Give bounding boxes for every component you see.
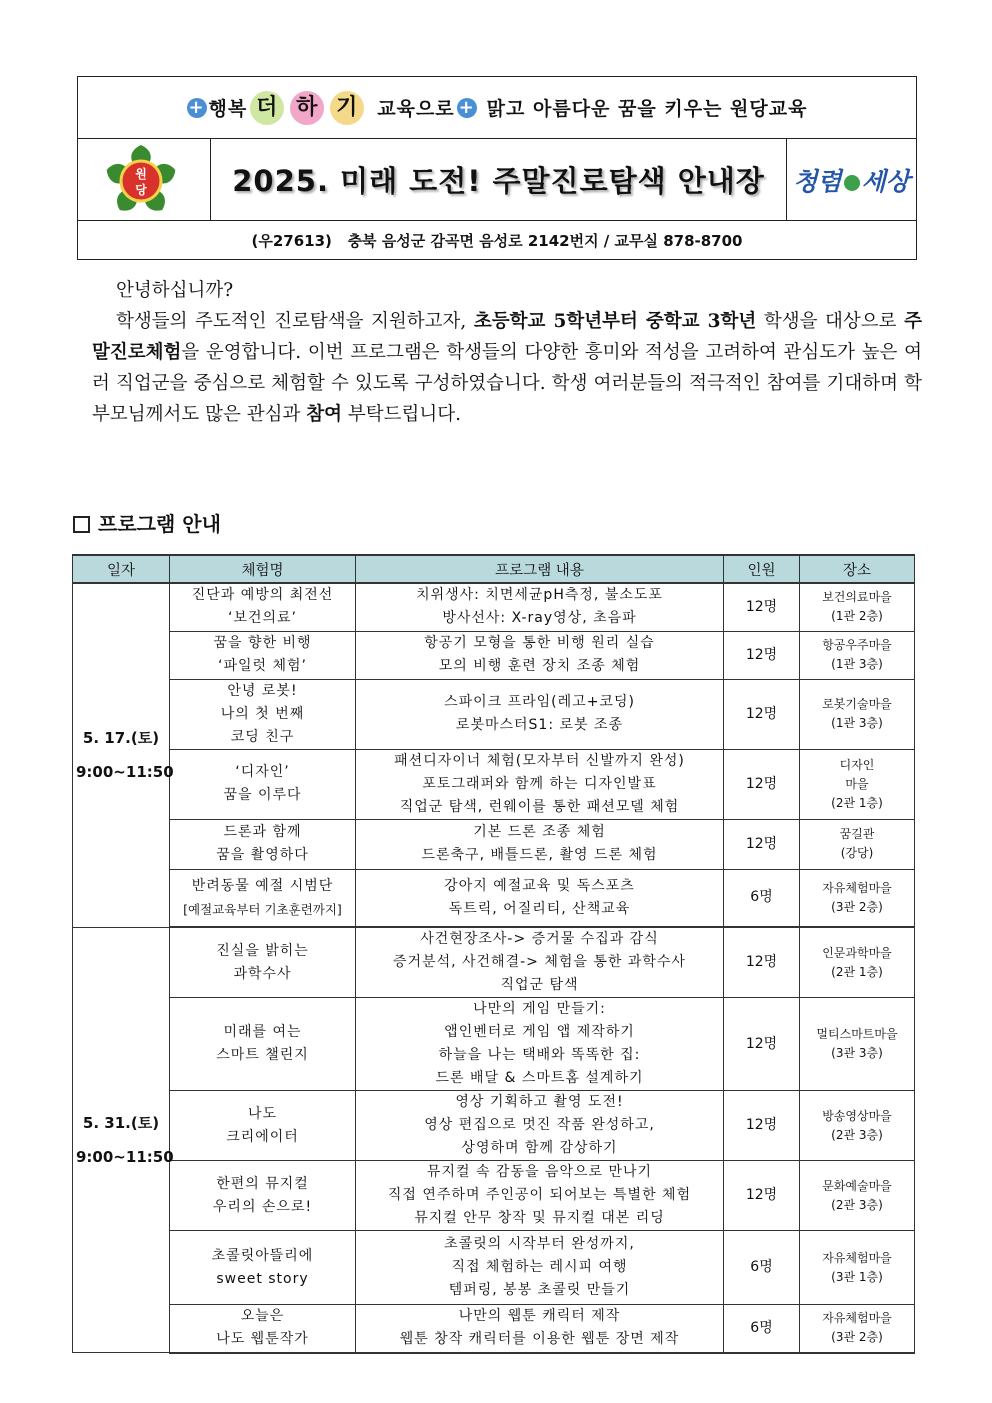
location-cell-line: (3관 1층) — [831, 1269, 883, 1284]
emblem-icon — [78, 139, 211, 221]
brand-text-2: 세상 — [861, 166, 910, 196]
location-cell — [800, 927, 915, 998]
location-cell-line: 항공우주마을 — [822, 638, 892, 652]
school-emblem — [78, 139, 211, 220]
location-cell — [800, 679, 915, 749]
capacity-cell: 12명 — [724, 927, 800, 998]
location-cell — [800, 1305, 915, 1353]
capacity-cell: 6명 — [724, 1231, 800, 1305]
location-cell-line: 멀티스마트마을 — [816, 1027, 898, 1041]
program-content-cell-line: 직접 체험하는 레시피 여행 — [451, 1259, 628, 1275]
location-cell — [800, 1231, 915, 1305]
slogan-education: 교육으로 — [377, 98, 455, 120]
location-cell — [800, 749, 915, 819]
location-cell-line: (2관 3층) — [831, 1127, 883, 1142]
intro-text-2: 학생을 대상으로 — [756, 311, 905, 332]
location-cell-line: 방송영상마을 — [822, 1108, 892, 1123]
program-name-cell-line: 나도 — [247, 1105, 278, 1122]
program-name-cell-line: 스마트 챌린지 — [216, 1047, 309, 1063]
brand-text-1: 청렴 — [793, 166, 842, 196]
program-content-cell — [356, 749, 724, 819]
checkbox-square-icon — [73, 516, 90, 533]
location-cell — [800, 583, 915, 631]
program-name-cell-line: 반려동물 예절 시범단 — [191, 877, 334, 894]
program-name-cell — [170, 1161, 356, 1231]
capacity-cell: 12명 — [724, 749, 800, 819]
program-name-cell-line: 초콜릿아뜰리에 — [211, 1247, 314, 1264]
program-content-cell — [356, 679, 724, 749]
section-title-text: 프로그램 안내 — [98, 512, 221, 536]
table-row — [73, 869, 915, 927]
location-cell-line: 자유체험마을 — [822, 1250, 892, 1265]
brand-logo — [786, 139, 916, 220]
program-content-cell-line: 초콜릿의 시작부터 완성까지, — [444, 1236, 635, 1252]
col-header-name: 체험명 — [170, 555, 356, 583]
table-row — [73, 1231, 915, 1305]
location-cell — [800, 1161, 915, 1231]
location-cell — [800, 819, 915, 869]
program-name-cell-line: sweet story — [216, 1270, 309, 1287]
intro-bold-3: 참여 — [306, 404, 342, 425]
location-cell — [800, 631, 915, 679]
program-content-cell-line: 사건현장조사-> 증거물 수집과 감식 — [420, 931, 659, 947]
time-text: 9:00~11:50 — [76, 763, 174, 782]
location-cell-line: (2관 3층) — [831, 1197, 883, 1212]
location-cell-line: (2관 1층) — [831, 795, 883, 810]
program-content-cell-line: 기본 드론 조종 체험 — [473, 824, 606, 840]
program-name-cell-line: 꿈을 촬영하다 — [216, 847, 309, 863]
table-row — [73, 749, 915, 819]
program-content-cell — [356, 998, 724, 1091]
program-name-cell-line: ‘보건의료’ — [228, 610, 297, 627]
program-name-cell — [170, 998, 356, 1091]
program-name-cell-line: 한편의 뮤지컬 — [216, 1175, 309, 1192]
program-name-cell-line: 나의 첫 번째 — [220, 705, 305, 722]
program-content-cell-line: 드론축구, 배틀드론, 촬영 드론 체험 — [421, 847, 658, 863]
greeting: 안녕하십니까? — [116, 280, 234, 301]
table-row — [73, 1305, 915, 1353]
program-content-cell-line: 뮤지컬 속 감동을 음악으로 만나기 — [426, 1164, 653, 1180]
table-row — [73, 1091, 915, 1161]
time-text: 9:00~11:50 — [76, 1147, 174, 1166]
program-content-cell-line: 방사선사: X-ray영상, 초음파 — [442, 610, 637, 627]
table-row — [73, 927, 915, 998]
capacity-cell: 12명 — [724, 1091, 800, 1161]
title-row — [78, 139, 916, 221]
table-row — [73, 819, 915, 869]
program-name-cell — [170, 1305, 356, 1353]
program-content-cell-line: 웹툰 창작 캐릭터를 이용한 웹툰 장면 제작 — [399, 1331, 680, 1348]
intro-bold-2: 주말진로체험 — [92, 311, 922, 363]
program-name-cell-line: 나도 웹툰작가 — [216, 1331, 309, 1348]
address-row: (우27613) 충북 음성군 감곡면 음성로 2142번지 / 교무실 878-8700 — [251, 231, 743, 250]
location-cell-line: (3관 3층) — [831, 1046, 883, 1060]
program-name-cell-line: 진실을 밝히는 — [216, 942, 309, 959]
program-content-cell-line: 영상 편집으로 멋진 작품 완성하고, — [424, 1117, 655, 1133]
location-cell-line: 인문과학마을 — [822, 945, 892, 960]
capacity-cell: 6명 — [724, 1305, 800, 1353]
program-content-cell-line: 강아지 예절교육 및 독스포츠 — [444, 877, 635, 894]
location-cell-line: 보건의료마을 — [822, 590, 892, 605]
location-cell — [800, 869, 915, 927]
program-content-cell-line: 스파이크 프라임(레고+코딩) — [444, 694, 635, 710]
table-row — [73, 679, 915, 749]
program-name-cell — [170, 583, 356, 631]
program-name-cell — [170, 819, 356, 869]
slogan-bubble-1: 더 — [250, 91, 284, 125]
program-name-cell — [170, 869, 356, 927]
slogan-bubble-3: 기 — [330, 91, 364, 125]
program-table — [72, 554, 915, 1354]
program-content-cell-line: 템퍼링, 봉봉 초콜릿 만들기 — [448, 1282, 631, 1298]
capacity-cell: 6명 — [724, 869, 800, 927]
table-row — [73, 583, 915, 631]
date-cell — [73, 583, 174, 927]
program-name-cell — [170, 631, 356, 679]
capacity-cell: 12명 — [724, 819, 800, 869]
table-row — [73, 631, 915, 679]
program-content-cell — [356, 927, 724, 998]
program-content-cell-line: 앱인벤터로 게임 앱 제작하기 — [444, 1024, 635, 1040]
program-content-cell-line: 영상 기획하고 촬영 도전! — [455, 1094, 624, 1110]
program-content-cell-line: 모의 비행 훈련 장치 조종 체험 — [438, 658, 641, 674]
letterhead — [77, 76, 917, 260]
capacity-cell: 12명 — [724, 998, 800, 1091]
program-content-cell-line: 직업군 탐색, 런웨이를 통한 패션모델 체험 — [399, 798, 680, 815]
intro-bold-1: 초등학교 5학년부터 중학교 3학년 — [473, 311, 757, 332]
program-name-cell-line: 꿈을 이루다 — [223, 787, 302, 803]
page-title: 2025. 미래 도전! 주말진로탐색 안내장 — [232, 164, 765, 198]
program-content-cell — [356, 819, 724, 869]
program-name-cell-line: 안녕 로봇! — [227, 682, 298, 699]
program-content-cell-line: 상영하며 함께 감상하기 — [461, 1140, 618, 1156]
location-cell-line: (1관 3층) — [831, 716, 883, 730]
location-cell-line: 꿈길관 — [839, 827, 875, 841]
program-name-cell — [170, 749, 356, 819]
program-content-cell — [356, 1091, 724, 1161]
location-cell-line: (강당) — [840, 846, 874, 860]
program-content-cell-line: 증거분석, 사건해결-> 체험을 통한 과학수사 — [393, 954, 686, 970]
plus-icon: + — [188, 96, 205, 118]
program-name-cell — [170, 1091, 356, 1161]
program-content-cell-line: 로봇마스터S1: 로봇 조종 — [455, 717, 624, 733]
location-cell-line: (3관 2층) — [831, 899, 883, 914]
location-cell-line: 자유체험마을 — [822, 1311, 892, 1326]
col-header-count: 인원 — [724, 555, 800, 583]
program-content-cell — [356, 631, 724, 679]
location-cell-line: 마을 — [845, 776, 869, 791]
section-title — [73, 508, 221, 537]
program-name-cell-line: ‘파일럿 체험’ — [218, 658, 307, 674]
program-name-cell — [170, 927, 356, 998]
location-cell-line: (2관 1층) — [831, 964, 883, 979]
program-name-cell-line: 우리의 손으로! — [212, 1198, 313, 1215]
location-cell-line: 로봇기술마을 — [822, 697, 892, 711]
program-name-cell-line: 진단과 예방의 최전선 — [191, 587, 334, 604]
emblem-char-2: 당 — [135, 183, 147, 197]
program-name-cell-line: 과학수사 — [233, 965, 292, 982]
capacity-cell: 12명 — [724, 631, 800, 679]
program-name-cell-line: 코딩 친구 — [230, 728, 295, 745]
col-header-content: 프로그램 내용 — [356, 555, 724, 583]
leaf-icon — [844, 175, 860, 191]
capacity-cell: 12명 — [724, 583, 800, 631]
capacity-cell: 12명 — [724, 679, 800, 749]
program-content-cell — [356, 869, 724, 927]
program-name-cell-line: 미래를 여는 — [223, 1024, 302, 1040]
program-content-cell-line: 직업군 탐색 — [500, 977, 579, 993]
program-content-cell-line: 패션디자이너 체험(모자부터 신발까지 완성) — [394, 752, 685, 769]
col-header-date: 일자 — [73, 555, 170, 583]
plus-icon: + — [458, 96, 475, 118]
program-name-cell-line: 크리에이터 — [226, 1128, 299, 1145]
program-content-cell — [356, 1231, 724, 1305]
program-name-cell-line: ‘디자인’ — [235, 764, 290, 780]
location-cell-line: 자유체험마을 — [822, 880, 892, 895]
program-name-cell-line: 꿈을 향한 비행 — [213, 635, 312, 651]
program-name-cell-line: 드론과 함께 — [223, 824, 302, 840]
program-content-cell-line: 항공기 모형을 통한 비행 원리 실습 — [424, 635, 655, 651]
col-header-place: 장소 — [800, 555, 915, 583]
program-content-cell-line: 나만의 게임 만들기: — [473, 1001, 606, 1017]
program-content-cell — [356, 1305, 724, 1353]
date-cell — [73, 927, 174, 1353]
date-text: 5. 17.(토) — [82, 729, 160, 748]
location-cell-line: 디자인 — [839, 757, 875, 772]
program-content-cell — [356, 1161, 724, 1231]
intro-text-4: 부탁드립니다. — [341, 404, 461, 425]
slogan-row — [78, 77, 916, 139]
program-content-cell-line: 드론 배달 & 스마트홈 설계하기 — [435, 1070, 644, 1086]
intro-text-1: 학생들의 주도적인 진로탐색을 지원하고자, — [116, 311, 474, 332]
program-content-cell-line: 포토그래퍼와 함께 하는 디자인발표 — [422, 775, 657, 792]
slogan-happy: 행복 — [208, 98, 248, 120]
location-cell — [800, 998, 915, 1091]
program-name-cell-line: [예절교육부터 기초훈련까지] — [183, 901, 342, 917]
program-content-cell-line: 하늘을 나는 택배와 똑똑한 집: — [438, 1047, 641, 1063]
location-cell-line: (1관 3층) — [831, 657, 883, 671]
program-content-cell-line: 독트릭, 어질리티, 산책교육 — [448, 900, 631, 917]
table-header-row — [73, 555, 915, 583]
table-row — [73, 1161, 915, 1231]
location-cell — [800, 1091, 915, 1161]
intro-text-3: 을 운영합니다. 이번 프로그램은 학생들의 다양한 흥미와 적성을 고려하여 관심도가 높은 여러 직업군을 중심으로 체험할 수 있도록 구성하였습니다. 학생 여러분들의 적극적인 참여를 기대하며 학부모님께서도 많은 관심과 — [92, 342, 922, 425]
slogan-bubble-2: 하 — [290, 91, 324, 125]
capacity-cell: 12명 — [724, 1161, 800, 1231]
program-name-cell — [170, 679, 356, 749]
program-content-cell-line: 치위생사: 치면세균pH측정, 불소도포 — [416, 587, 663, 604]
location-cell-line: 문화예술마을 — [822, 1178, 892, 1193]
program-name-cell — [170, 1231, 356, 1305]
intro-paragraph — [92, 306, 922, 430]
location-cell-line: (1관 2층) — [831, 609, 883, 624]
brand-text — [793, 162, 910, 198]
program-name-cell-line: 오늘은 — [240, 1308, 285, 1325]
program-content-cell-line: 나만의 웹툰 캐릭터 제작 — [458, 1308, 621, 1325]
date-text: 5. 31.(토) — [82, 1113, 160, 1132]
table-row — [73, 998, 915, 1091]
program-content-cell-line: 뮤지컬 안무 창작 및 뮤지컬 대본 리딩 — [414, 1210, 665, 1226]
emblem-char-1: 원 — [135, 167, 147, 181]
location-cell-line: (3관 2층) — [831, 1330, 883, 1345]
program-content-cell — [356, 583, 724, 631]
program-content-cell-line: 직접 연주하며 주인공이 되어보는 특별한 체험 — [387, 1187, 692, 1203]
slogan-rest: 맑고 아름다운 꿈을 키우는 원당교육 — [486, 98, 808, 120]
